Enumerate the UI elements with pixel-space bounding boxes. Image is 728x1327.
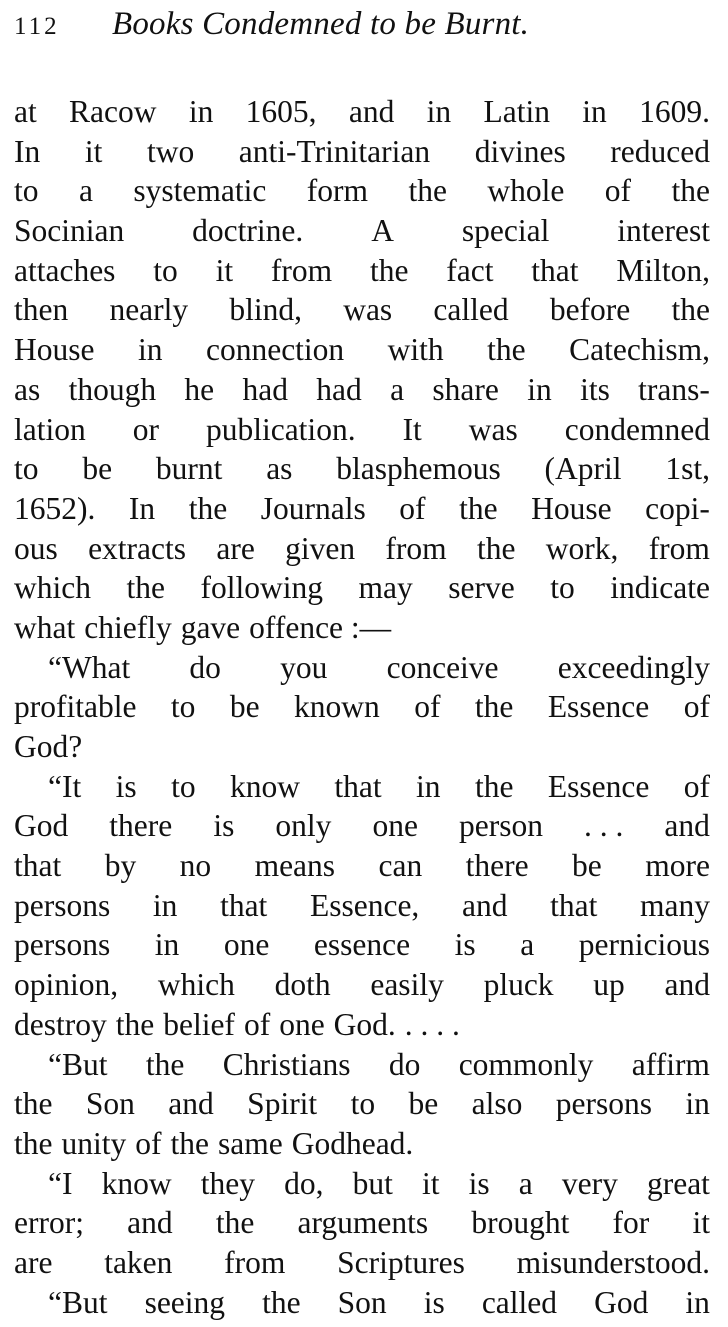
word: error; [14, 1205, 84, 1241]
word: unity [61, 1125, 127, 1161]
word: in [137, 332, 163, 368]
word: for [612, 1205, 650, 1241]
word: in [152, 887, 178, 923]
text-line [14, 529, 710, 569]
text-line [14, 489, 710, 529]
word: 1609. [639, 94, 710, 129]
word: and [348, 94, 395, 129]
text-line [14, 687, 710, 727]
word: its [580, 371, 610, 407]
word: up [593, 967, 625, 1003]
word: of [414, 689, 441, 725]
word: It [402, 411, 422, 447]
word: and [664, 808, 710, 844]
word: 1605, [245, 94, 317, 129]
word: with [387, 332, 444, 368]
word: form [306, 173, 369, 209]
word: the [369, 252, 409, 288]
text-line [14, 330, 710, 370]
word: work, [545, 530, 619, 566]
text-line [14, 965, 710, 1005]
text-line [14, 1164, 710, 1204]
word: publication. [205, 411, 356, 447]
word: “It [48, 768, 82, 804]
word: one [279, 1006, 325, 1042]
word: Spirit [247, 1086, 318, 1122]
word: is [213, 808, 235, 844]
text-line [14, 1283, 710, 1323]
word: or [132, 411, 159, 447]
word: of [243, 1006, 271, 1042]
word: from [385, 530, 447, 566]
word: by [104, 848, 137, 884]
text-line [14, 1045, 710, 1085]
word: it [421, 1165, 440, 1201]
word: following [200, 570, 323, 606]
word: the [262, 1284, 301, 1320]
word: House [14, 332, 95, 368]
word: be [408, 1086, 439, 1122]
word: are [14, 1244, 53, 1280]
word: (April [544, 451, 622, 487]
word: serve [448, 570, 515, 606]
word: called [481, 1284, 558, 1320]
word: be [82, 451, 113, 487]
running-title: Books Condemned to be Burnt. [112, 6, 530, 42]
word: the [215, 1205, 255, 1241]
word: do [189, 649, 221, 685]
word: and [168, 1086, 214, 1122]
word: had [316, 371, 362, 407]
text-line [14, 1124, 710, 1164]
word: nearly [109, 292, 189, 328]
word: pluck [483, 967, 554, 1003]
word: “But [48, 1046, 108, 1082]
word: which [14, 570, 91, 606]
word: “What [48, 649, 131, 685]
text-line [14, 1005, 710, 1045]
word: know [229, 768, 300, 804]
word: in [527, 371, 552, 407]
word: two [146, 133, 195, 169]
word: destroy [14, 1006, 107, 1042]
word: to [550, 570, 575, 606]
word: attaches [14, 252, 116, 288]
text-line [14, 568, 710, 608]
word: whole [487, 173, 565, 209]
word: to [153, 252, 178, 288]
text-line [14, 1243, 710, 1283]
word: that [334, 768, 382, 804]
word: the [476, 530, 516, 566]
word: God. [333, 1006, 396, 1042]
word: at [14, 94, 37, 129]
word: as [14, 371, 41, 407]
text-line [14, 1203, 710, 1243]
word: is [454, 927, 476, 963]
word: Milton, [616, 252, 710, 288]
word: he [184, 371, 215, 407]
word: many [640, 887, 710, 923]
word: though [68, 371, 157, 407]
text-line [14, 727, 710, 767]
word: was [468, 411, 518, 447]
word: misunderstood. [516, 1244, 710, 1280]
word: 1st, [665, 451, 710, 487]
text-line [14, 767, 710, 807]
word: is [423, 1284, 445, 1320]
word: lation [14, 411, 86, 447]
word: of [604, 173, 632, 209]
body-text [14, 92, 710, 1322]
word: great [646, 1165, 710, 1201]
word: share [432, 371, 499, 407]
word: Essence [547, 689, 650, 725]
word: God [594, 1284, 649, 1320]
word: In [14, 133, 41, 169]
word: “But [48, 1284, 108, 1320]
word: ous [14, 530, 58, 566]
text-line [14, 410, 710, 450]
text-line [14, 1084, 710, 1124]
word: a [518, 1165, 533, 1201]
word: the [126, 570, 165, 606]
word: as [266, 451, 293, 487]
word: to [14, 451, 39, 487]
word: . . . . [404, 1006, 460, 1042]
word: Journals [260, 490, 366, 526]
book-page [14, 6, 710, 1322]
text-line [14, 846, 710, 886]
word: taken [104, 1244, 173, 1280]
word: in [685, 1284, 710, 1320]
word: can [378, 848, 423, 884]
word: Essence, [309, 887, 420, 923]
text-line [14, 132, 710, 172]
word: that [14, 848, 62, 884]
word: persons [14, 927, 111, 963]
word: of [683, 689, 710, 725]
word: Scriptures [337, 1244, 465, 1280]
word: brought [471, 1205, 570, 1241]
word: persons [555, 1086, 652, 1122]
word: offence :— [249, 609, 392, 645]
word: from [224, 1244, 286, 1280]
word: seeing [144, 1284, 226, 1320]
word: connection [205, 332, 345, 368]
word: was [343, 292, 393, 328]
word: what [14, 609, 76, 645]
word: you [280, 649, 328, 685]
word: the [459, 490, 498, 526]
word: gave [180, 609, 241, 645]
word: Christians [222, 1046, 351, 1082]
word: but [352, 1165, 393, 1201]
word: divines [474, 133, 566, 169]
word: God? [14, 729, 83, 764]
word: Socinian [14, 213, 125, 249]
word: had [242, 371, 288, 407]
text-line [14, 290, 710, 330]
word: easily [370, 967, 444, 1003]
word: the [14, 1125, 53, 1161]
word: the [14, 1086, 53, 1122]
word: House [531, 490, 612, 526]
word: the [145, 1046, 185, 1082]
word: chiefly [84, 609, 172, 645]
word: the [487, 332, 526, 368]
word: called [433, 292, 509, 328]
word: a [520, 927, 535, 963]
word: the [474, 689, 514, 725]
word: the [474, 768, 514, 804]
word: be [572, 848, 602, 884]
word: it [215, 252, 234, 288]
word: means [254, 848, 336, 884]
word: be [229, 689, 260, 725]
word: extracts [88, 530, 187, 566]
word: of [135, 1125, 162, 1161]
text-line [14, 211, 710, 251]
word: the [408, 173, 447, 209]
word: in [154, 927, 180, 963]
word: is [115, 768, 137, 804]
word: Son [337, 1284, 387, 1320]
word: of [683, 768, 710, 804]
word: doctrine. [192, 213, 304, 249]
word: Godhead. [291, 1125, 414, 1161]
word: same [217, 1125, 283, 1161]
text-line [14, 886, 710, 926]
word: to [171, 768, 196, 804]
word: and [461, 887, 508, 923]
word: from [270, 252, 333, 288]
running-header [14, 6, 710, 52]
word: blind, [229, 292, 302, 328]
word: Racow [69, 94, 157, 129]
word: may [358, 570, 413, 606]
text-line [14, 925, 710, 965]
word: do, [284, 1165, 324, 1201]
word: a [78, 173, 93, 209]
word: doth [274, 967, 331, 1003]
word: which [157, 967, 235, 1003]
word: there [465, 848, 529, 884]
word: indicate [610, 570, 710, 606]
word: pernicious [578, 927, 710, 963]
word: one [223, 927, 270, 963]
word: exceedingly [557, 649, 710, 685]
word: arguments [297, 1205, 429, 1241]
word: also [471, 1086, 523, 1122]
word: burnt [155, 451, 223, 487]
word: in [685, 1086, 710, 1122]
word: and [664, 967, 710, 1003]
word: “I [48, 1165, 73, 1201]
word: in [416, 768, 441, 804]
word: before [549, 292, 631, 328]
word: it [84, 133, 103, 169]
word: only [275, 808, 332, 844]
word: known [294, 689, 380, 725]
word: persons [14, 887, 111, 923]
word: it [692, 1205, 710, 1241]
word: one [372, 808, 418, 844]
word: in [426, 94, 452, 129]
word: then [14, 292, 69, 328]
word: reduced [610, 133, 710, 169]
word: special [461, 213, 550, 249]
word: there [109, 808, 173, 844]
word: Son [85, 1086, 135, 1122]
word: that [550, 887, 598, 923]
word: do [388, 1046, 421, 1082]
text-line [14, 608, 710, 648]
word: and [127, 1205, 173, 1241]
text-line [14, 806, 710, 846]
word: Catechism, [569, 332, 710, 368]
word: very [561, 1165, 618, 1201]
word: person [458, 808, 543, 844]
word: in [582, 94, 607, 129]
word: conceive [386, 649, 499, 685]
word: to [170, 689, 196, 725]
word: interest [617, 213, 710, 249]
word: is [468, 1165, 490, 1201]
word: to [14, 173, 39, 209]
word: profitable [14, 689, 137, 725]
word: belief [163, 1006, 235, 1042]
word: God [14, 808, 69, 844]
word: anti-Trinitarian [238, 133, 431, 169]
word: copi- [645, 490, 710, 526]
word: the [188, 490, 228, 526]
word: the [170, 1125, 209, 1161]
page-number: 112 [14, 13, 60, 40]
word: commonly [458, 1046, 594, 1082]
text-line [14, 92, 710, 132]
word: more [645, 848, 710, 884]
word: systematic [133, 173, 267, 209]
word: no [179, 848, 212, 884]
word: 1652). [14, 490, 96, 526]
word: the [115, 1006, 155, 1042]
word: the [671, 292, 710, 328]
word: in [188, 94, 214, 129]
word: Essence [547, 768, 650, 804]
word: fact [446, 252, 494, 288]
text-line [14, 171, 710, 211]
word: to [350, 1086, 376, 1122]
word: condemned [564, 411, 710, 447]
text-line [14, 648, 710, 688]
word: they [200, 1165, 255, 1201]
word: the [671, 173, 710, 209]
word: that [531, 252, 579, 288]
word: blasphemous [336, 451, 501, 487]
word: given [285, 530, 356, 566]
word: trans- [638, 371, 710, 407]
word: affirm [631, 1046, 710, 1082]
word: are [216, 530, 255, 566]
word: Latin [483, 94, 550, 129]
word: know [101, 1165, 172, 1201]
word: of [399, 490, 426, 526]
word: a [390, 371, 405, 407]
word: In [128, 490, 156, 526]
word: opinion, [14, 967, 119, 1003]
text-line [14, 251, 710, 291]
word: from [648, 530, 710, 566]
text-line [14, 449, 710, 489]
word: . . . [584, 808, 624, 844]
text-line [14, 370, 710, 410]
word: that [220, 887, 268, 923]
word: essence [313, 927, 411, 963]
word: A [371, 213, 394, 249]
